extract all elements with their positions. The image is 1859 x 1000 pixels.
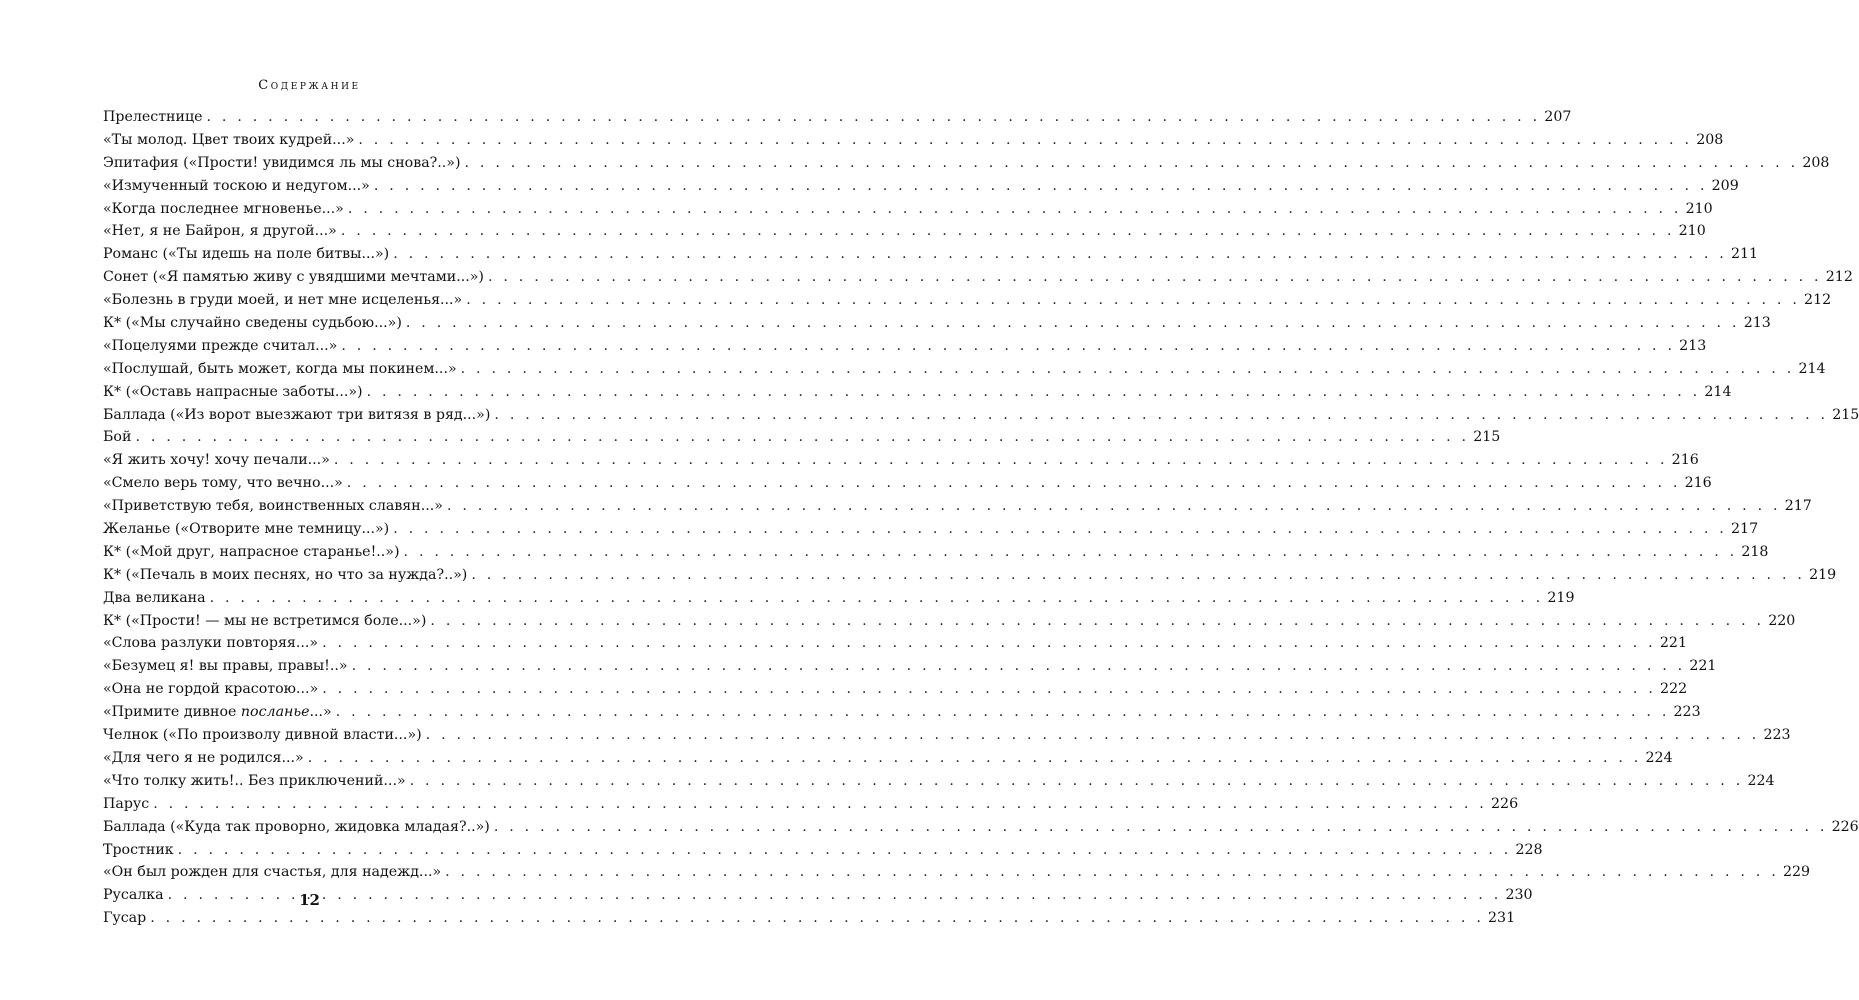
toc-entry xyxy=(103,426,1501,449)
toc-leader-dots xyxy=(322,632,1656,655)
toc-entry-title: «Что толку жить!.. Без приключений...» xyxy=(103,772,406,789)
toc-entry-title: Желанье («Отворите мне темницу...») xyxy=(103,521,390,538)
toc-leader-dots xyxy=(150,907,1484,930)
toc-entry-title: «Слова разлуки повторяя...» xyxy=(103,635,319,652)
toc-entry-page: 209 xyxy=(1711,177,1739,194)
toc-entry-title: «Для чего я не родился...» xyxy=(103,749,304,766)
toc-entry-page: 221 xyxy=(1689,658,1717,675)
toc-entry-title: «Смело верь тому, что вечно...» xyxy=(103,475,343,492)
toc-leader-dots xyxy=(465,152,1799,175)
toc-entry-title: Парус xyxy=(103,795,150,812)
toc-entry-page: 229 xyxy=(1782,864,1811,881)
toc-entry-title: «Болезнь в груди моей, и нет мне исцеленья...» xyxy=(103,292,463,309)
toc-leader-dots xyxy=(322,678,1656,701)
toc-leader-dots xyxy=(210,587,1544,610)
toc-entry xyxy=(103,266,1853,289)
toc-entry-page: 223 xyxy=(1763,727,1791,744)
toc-entry-page: 215 xyxy=(1473,429,1501,446)
toc-entry-page: 216 xyxy=(1684,475,1712,492)
toc-entry-title: К* («Оставь напрасные заботы...») xyxy=(103,383,363,400)
toc-entry xyxy=(103,701,1701,724)
toc-entry xyxy=(103,152,1830,175)
toc-entry xyxy=(103,564,1837,587)
toc-leader-dots xyxy=(488,266,1822,289)
toc-entry-page: 223 xyxy=(1673,704,1701,721)
toc-leader-dots xyxy=(406,312,1740,335)
toc-entry-page: 231 xyxy=(1488,910,1516,927)
toc-leader-dots xyxy=(348,198,1682,221)
toc-entry-title: К* («Печаль в моих песнях, но что за нужда?..») xyxy=(103,566,468,583)
toc-leader-dots xyxy=(135,426,1469,449)
toc-leader-dots xyxy=(466,289,1800,312)
toc-entry-title: Два великана xyxy=(103,589,206,606)
toc-leader-dots xyxy=(341,335,1675,358)
toc-entry-title: «Поцелуями прежде считал...» xyxy=(103,337,338,354)
toc-entry-page: 213 xyxy=(1679,337,1707,354)
toc-entry xyxy=(103,518,1759,541)
toc-entry-page: 228 xyxy=(1515,841,1543,858)
toc-leader-dots xyxy=(393,518,1727,541)
toc-entry xyxy=(103,632,1687,655)
toc-leader-dots xyxy=(461,358,1795,381)
toc-leader-dots xyxy=(207,106,1541,129)
toc-leader-dots xyxy=(367,381,1701,404)
toc-entry-title: Баллада («Из ворот выезжают три витязя в ряд...») xyxy=(103,406,491,423)
toc-leader-dots xyxy=(426,724,1760,747)
toc-entry-title: «Измученный тоскою и недугом...» xyxy=(103,177,370,194)
toc-leader-dots xyxy=(404,541,1738,564)
toc-leader-dots xyxy=(430,610,1764,633)
toc-entry xyxy=(103,289,1832,312)
toc-leader-dots xyxy=(471,564,1805,587)
toc-entry xyxy=(103,495,1812,518)
toc-entry-page: 210 xyxy=(1678,223,1706,240)
toc-entry-page: 226 xyxy=(1491,795,1519,812)
toc-leader-dots xyxy=(308,747,1642,770)
toc-entry-page: 224 xyxy=(1645,749,1673,766)
toc-entry-title: К* («Мой друг, напрасное старанье!..») xyxy=(103,543,400,560)
toc-leader-dots xyxy=(410,770,1744,793)
toc-entry-title: Тростник xyxy=(103,841,174,858)
toc-entry-page: 219 xyxy=(1809,566,1837,583)
toc-entry xyxy=(103,793,1519,816)
toc-leader-dots xyxy=(178,839,1512,862)
toc-entry-page: 210 xyxy=(1685,200,1713,217)
toc-leader-dots xyxy=(494,404,1828,427)
toc-entry-title xyxy=(103,701,332,724)
toc-entry xyxy=(103,175,1739,198)
toc-leader-dots xyxy=(352,655,1686,678)
toc-leader-dots xyxy=(494,816,1828,839)
toc-entry-page: 220 xyxy=(1768,612,1796,629)
toc-entry xyxy=(103,770,1775,793)
toc-leader-dots xyxy=(347,472,1681,495)
toc-entry-title-italic: посланье xyxy=(240,704,310,721)
toc-entry xyxy=(103,861,1811,884)
toc-leader-dots xyxy=(393,243,1727,266)
toc-entry-page: 212 xyxy=(1804,292,1832,309)
toc-leader-dots xyxy=(445,861,1779,884)
toc-entry-page: 207 xyxy=(1544,109,1572,125)
toc-entry-title-part: «Примите дивное xyxy=(103,704,241,721)
toc-entry-title: Бой xyxy=(103,429,132,446)
page-number: 12 xyxy=(299,891,320,909)
toc-entry xyxy=(103,541,1769,564)
toc-entry xyxy=(103,724,1791,747)
toc-entry xyxy=(103,816,1859,839)
toc-entry-page: 214 xyxy=(1798,360,1826,377)
toc-entry-page: 212 xyxy=(1825,269,1853,286)
toc-entry-page: 219 xyxy=(1547,589,1575,606)
toc-list xyxy=(103,106,1859,930)
toc-entry-title: «Я жить хочу! хочу печали...» xyxy=(103,452,330,469)
toc-entry-page: 208 xyxy=(1802,154,1830,171)
toc-entry xyxy=(103,106,1572,129)
toc-entry-title-part: ...» xyxy=(309,704,332,721)
toc-entry-page: 230 xyxy=(1505,887,1533,904)
toc-entry xyxy=(103,358,1826,381)
toc-heading: Содержание xyxy=(258,78,361,93)
toc-entry-page: 226 xyxy=(1831,818,1859,835)
toc-entry xyxy=(103,243,1759,266)
toc-entry xyxy=(103,839,1543,862)
toc-entry-title: «Она не гордой красотою...» xyxy=(103,681,319,698)
toc-entry-title: «Послушай, быть может, когда мы покинем...» xyxy=(103,360,457,377)
toc-entry-page: 217 xyxy=(1784,498,1812,515)
toc-entry-title: К* («Мы случайно сведены судьбою...») xyxy=(103,315,402,332)
toc-entry xyxy=(103,381,1732,404)
toc-entry xyxy=(103,472,1712,495)
toc-leader-dots xyxy=(336,701,1670,724)
toc-entry-page: 217 xyxy=(1731,521,1759,538)
toc-entry-title: Челнок («По произволу дивной власти...») xyxy=(103,727,422,744)
toc-entry-page: 208 xyxy=(1696,131,1724,148)
toc-entry-title: «Безумец я! вы правы, правы!..» xyxy=(103,658,348,675)
toc-entry xyxy=(103,587,1575,610)
toc-entry-page: 215 xyxy=(1832,406,1859,423)
toc-entry-page: 214 xyxy=(1704,383,1732,400)
toc-entry-title: «Ты молод. Цвет твоих кудрей...» xyxy=(103,131,355,148)
toc-entry-page: 222 xyxy=(1660,681,1688,698)
toc-leader-dots xyxy=(358,129,1692,152)
toc-entry-page: 224 xyxy=(1747,772,1775,789)
toc-entry xyxy=(103,655,1717,678)
toc-entry xyxy=(103,404,1859,427)
toc-entry-page: 213 xyxy=(1743,315,1771,332)
toc-entry-title: «Приветствую тебя, воинственных славян...» xyxy=(103,498,443,515)
toc-entry xyxy=(103,335,1707,358)
toc-entry-title: Гусар xyxy=(103,910,147,927)
toc-leader-dots xyxy=(334,449,1668,472)
toc-entry xyxy=(103,312,1771,335)
toc-entry xyxy=(103,747,1673,770)
toc-entry xyxy=(103,198,1713,221)
toc-leader-dots xyxy=(447,495,1781,518)
toc-entry-title: К* («Прости! — мы не встретимся боле...») xyxy=(103,612,427,629)
toc-entry-page: 211 xyxy=(1731,246,1759,263)
toc-entry xyxy=(103,129,1724,152)
toc-entry-title: Эпитафия («Прости! увидимся ль мы снова?..») xyxy=(103,154,461,171)
toc-leader-dots xyxy=(153,793,1487,816)
toc-leader-dots xyxy=(341,220,1675,243)
toc-entry-title: Сонет («Я памятью живу с увядшими мечтами...») xyxy=(103,269,484,286)
toc-entry-title: Русалка xyxy=(103,887,164,904)
toc-entry xyxy=(103,678,1688,701)
toc-entry-page: 221 xyxy=(1659,635,1687,652)
toc-entry-page: 218 xyxy=(1741,543,1769,560)
toc-leader-dots xyxy=(374,175,1708,198)
toc-entry xyxy=(103,220,1706,243)
toc-entry-title: «Он был рожден для счастья, для надежд...» xyxy=(103,864,442,881)
toc-entry-title: Романс («Ты идешь на поле битвы...») xyxy=(103,246,390,263)
toc-entry xyxy=(103,610,1796,633)
toc-entry-title: «Когда последнее мгновенье...» xyxy=(103,200,344,217)
toc-entry-page: 216 xyxy=(1671,452,1699,469)
toc-entry xyxy=(103,449,1699,472)
toc-entry-title: Прелестнице xyxy=(103,109,203,125)
toc-entry xyxy=(103,907,1516,930)
toc-entry-title: «Нет, я не Байрон, я другой...» xyxy=(103,223,337,240)
toc-entry-title: Баллада («Куда так проворно, жидовка младая?..») xyxy=(103,818,490,835)
